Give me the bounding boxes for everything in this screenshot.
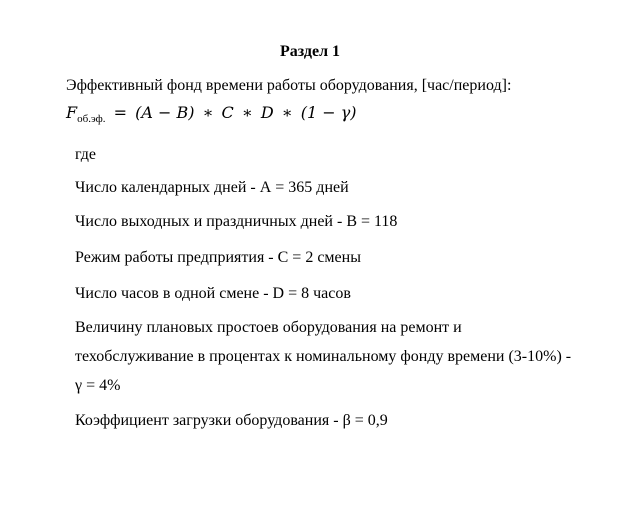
formula-expr-2: (1 − γ): [300, 103, 357, 122]
formula-mul-2: ∗: [241, 103, 253, 122]
param-work-mode: Режим работы предприятия - С = 2 смены: [75, 249, 361, 266]
formula: [66, 102, 357, 130]
param-downtime-line-2: техобслуживание в процентах к номинальному фонду времени (3-10%) -: [75, 348, 572, 365]
param-load-factor: Коэффициент загрузки оборудования - β = 0,9: [75, 412, 388, 429]
param-hours-per-shift: Число часов в одной смене - D = 8 часов: [75, 285, 351, 302]
where-label: где: [75, 146, 97, 163]
formula-var-c: C: [221, 103, 234, 122]
formula-mul-1: ∗: [202, 103, 214, 122]
formula-mul-3: ∗: [281, 103, 293, 122]
param-downtime-line-1: Величину плановых простоев оборудования на ремонт и: [75, 319, 462, 336]
intro-text: Эффективный фонд времени работы оборудования, [час/период]:: [66, 77, 512, 94]
section-title: Раздел 1: [279, 43, 341, 60]
param-weekend-days: Число выходных и праздничных дней - В = 118: [75, 213, 398, 230]
formula-lhs-subscript: об.эф.: [77, 113, 106, 125]
formula-equals: =: [113, 103, 127, 122]
formula-lhs-symbol: F: [66, 103, 78, 122]
formula-expr-1: (A − B): [135, 103, 195, 122]
formula-var-d: D: [260, 103, 274, 122]
param-calendar-days: Число календарных дней - А = 365 дней: [75, 179, 349, 196]
param-downtime-line-3: γ = 4%: [75, 377, 121, 394]
